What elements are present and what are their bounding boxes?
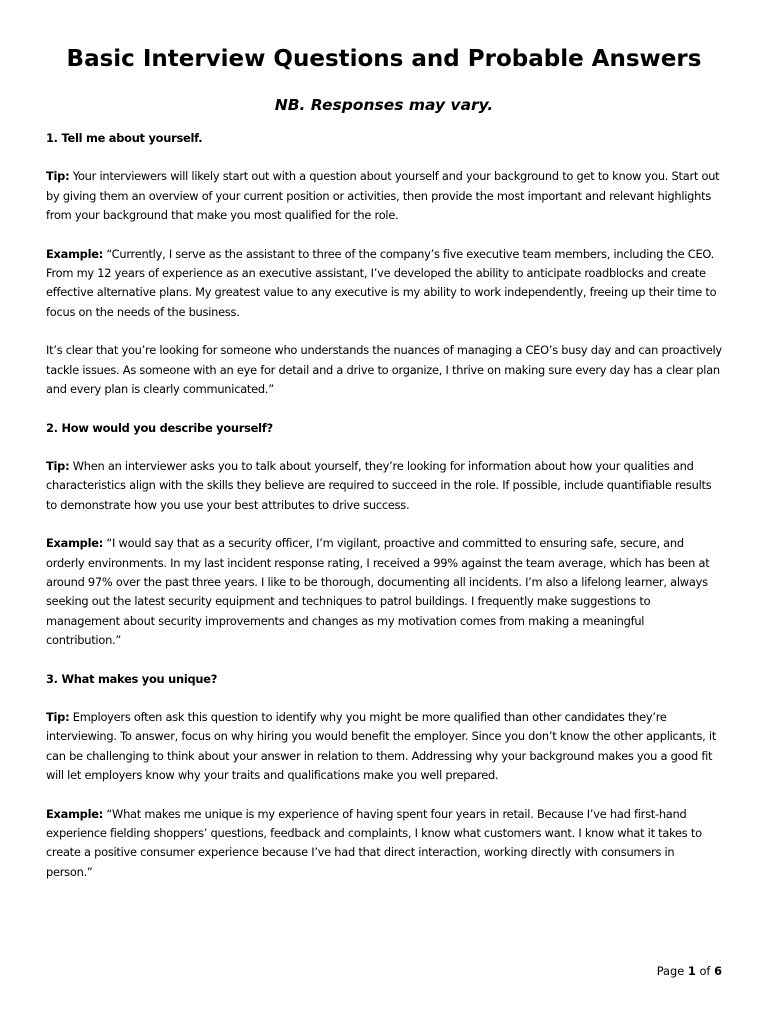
document-body bbox=[46, 129, 722, 901]
tip-paragraph bbox=[46, 457, 722, 515]
example-text: “I would say that as a security officer, I’m vigilant, proactive and committed to ensuring safe, secure, and orderly environments. In my last incident response rating, I received a 99% against the team average, which has been at around 97% over the past three years. I like to be thorough, documenting all incidents. I’m also a lifelong learner, always seeking out the latest security equipment and techniques to patrol buildings. I frequently make suggestions to management about security improvements and changes as my motivation comes from making a meaningful contribution.” bbox=[46, 536, 710, 647]
tip-text: Your interviewers will likely start out with a question about yourself and your background to get to know you. Start out by giving them an overview of your current position or activities, then provide the most important and relevant highlights from your background that make you most qualified for the role. bbox=[46, 169, 720, 222]
page-word: Page bbox=[656, 964, 685, 978]
tip-text: When an interviewer asks you to talk about yourself, they’re looking for information about how your qualities and characteristics align with the skills they believe are required to succeed in the role. If possible, include quantifiable results to demonstrate how you use your best attributes to drive success. bbox=[46, 459, 712, 512]
question-heading: 1. Tell me about yourself. bbox=[46, 131, 203, 145]
question-heading: 2. How would you describe yourself? bbox=[46, 420, 273, 435]
example-text: “What makes me unique is my experience of having spent four years in retail. Because I’ve had first-hand experience fielding shoppers’ questions, feedback and complaints, I know what customers want. I know what it takes to create a positive consumer experience because I’ve had that direct interaction, working directly with consumers in person.” bbox=[46, 806, 702, 879]
tip-paragraph bbox=[46, 708, 722, 785]
page-of-word: of bbox=[699, 964, 711, 978]
example-label: Example: bbox=[46, 806, 104, 821]
tip-label: Tip: bbox=[46, 459, 70, 474]
tip-label: Tip: bbox=[46, 169, 70, 184]
example-paragraph bbox=[46, 245, 722, 322]
example-paragraph bbox=[46, 805, 722, 882]
document-subtitle: NB. Responses may vary. bbox=[274, 96, 494, 114]
question-heading: 3. What makes you unique? bbox=[46, 671, 218, 686]
example-paragraph bbox=[46, 534, 722, 650]
page-current: 1 bbox=[687, 964, 696, 978]
tip-text: Employers often ask this question to identify why you might be more qualified than other candidates they’re interviewing. To answer, focus on why hiring you would benefit the employer. Since you don’t know the other applicants, it can be challenging to think about your answer in relation to them. Addressing why your background makes you a good fit will let employers know why your traits and qualifications make you well prepared. bbox=[46, 710, 717, 782]
page-number bbox=[657, 962, 722, 980]
example-label: Example: bbox=[46, 246, 104, 261]
page-total: 6 bbox=[714, 964, 722, 978]
tip-label: Tip: bbox=[46, 710, 70, 725]
tip-paragraph bbox=[46, 167, 722, 225]
document-title: Basic Interview Questions and Probable Answers bbox=[66, 46, 702, 72]
example-continuation-paragraph: It’s clear that you’re looking for someone who understands the nuances of managing a CEO’s busy day and can proactively tackle issues. As someone with an eye for detail and a drive to organize, I thrive on making sure every day has a clear plan and every plan is clearly communicated.” bbox=[46, 343, 722, 396]
example-label: Example: bbox=[46, 536, 104, 551]
example-text: “Currently, I serve as the assistant to three of the company’s five executive team members, including the CEO. From my 12 years of experience as an executive assistant, I’ve developed the ability to anticipate roadblocks and create effective alternative plans. My greatest value to any executive is my ability to work independently, freeing up their time to focus on the needs of the business. bbox=[46, 246, 717, 319]
